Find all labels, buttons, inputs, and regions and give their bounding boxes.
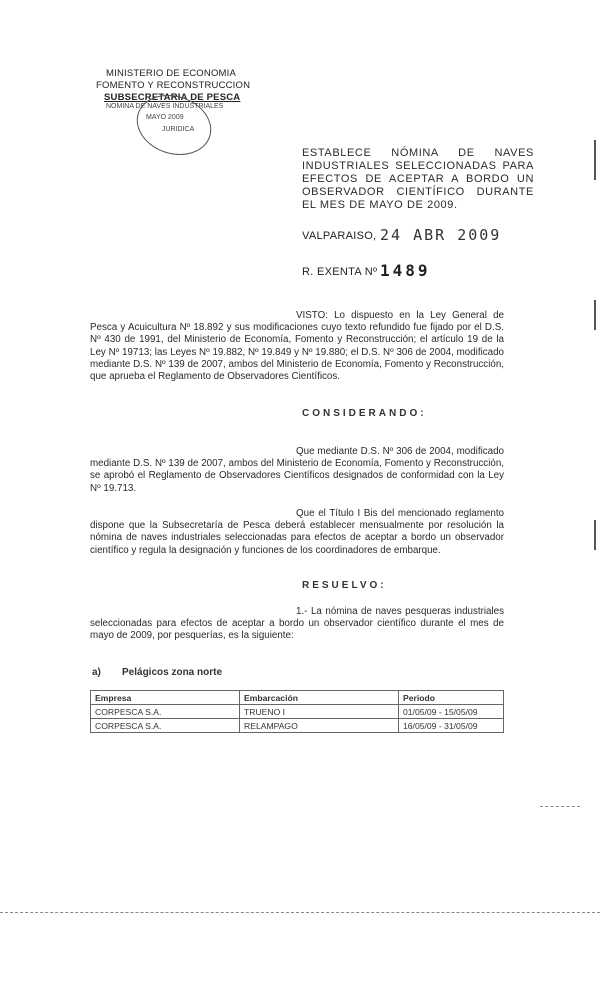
- section-a-title: Pelágicos zona norte: [122, 667, 223, 678]
- table-row: [91, 705, 504, 719]
- considerando-p1-rest: mediante D.S. Nº 139 de 2007, ambos del Ministerio de Economía, Fomento y Reconstrucción, se aprobó el Reglamento de Observadores Científicos designados de conformidad con la Ley Nº 19.713.: [90, 458, 504, 494]
- resuelvo-heading: RESUELVO:: [302, 580, 387, 591]
- cell-empresa: CORPESCA S.A.: [91, 719, 240, 733]
- subsecretaria-title: SUBSECRETARIA DE PESCA: [104, 92, 241, 103]
- table-header-row: [91, 691, 504, 705]
- scan-edge-mark: [594, 520, 596, 550]
- considerando-paragraph-2: [90, 508, 504, 557]
- stamp-line-1: NOMINA DE NAVES INDUSTRIALES: [106, 103, 224, 110]
- cell-embarcacion: TRUENO I: [240, 705, 399, 719]
- considerando-paragraph-1: [90, 446, 504, 495]
- resolution-label: R. EXENTA Nº: [302, 266, 378, 278]
- cell-periodo: 01/05/09 - 15/05/09: [399, 705, 504, 719]
- considerando-p1-first: Que mediante D.S. Nº 306 de 2004, modificado: [296, 446, 504, 457]
- visto-rest: y Acuicultura Nº 18.892 y sus modificaciones cuyo texto refundido fue fijado por el D.S. Nº 430 de 1991, del Ministerio de Economía, Fomento y Reconstrucción; el artículo 19 de la Ley Nº 19713; las Leyes Nº 19.882, Nº 19.849 y Nº 19.880; el D.S. Nº 306 de 2004, modificado mediante D.S. Nº 139 de 2007, ambos del Ministerio de Economía, Fomento y Reconstrucción, que aprueba el Reglamento de Observadores Científicos.: [90, 322, 504, 383]
- scan-mark: [540, 806, 580, 807]
- ministry-line-2: FOMENTO Y RECONSTRUCCION: [96, 80, 251, 91]
- resuelvo-p1-rest: seleccionadas para efectos de aceptar a bordo un observador científico durante el mes de mayo de 2009, por pesquerías, es la siguiente:: [90, 618, 504, 642]
- visto-paragraph: [90, 310, 504, 383]
- resolution-title: ESTABLECE NÓMINA DE NAVES INDUSTRIALES SELECCIONADAS PARA EFECTOS DE ACEPTAR A BORDO UN OBSERVADOR CIENTÍFICO DURANTE EL MES DE MAYO DE 2009.: [302, 147, 534, 211]
- scan-edge-mark: [594, 140, 596, 180]
- cell-embarcacion: RELAMPAGO: [240, 719, 399, 733]
- resuelvo-paragraph-1: [90, 606, 504, 643]
- resuelvo-p1-first: 1.- La nómina de naves pesqueras industriales: [296, 606, 504, 617]
- scan-fold-line: [0, 912, 600, 913]
- cell-periodo: 16/05/09 - 31/05/09: [399, 719, 504, 733]
- column-header-periodo: Periodo: [399, 691, 504, 705]
- section-a-heading: [92, 667, 222, 678]
- stamp-line-2: MAYO 2009: [146, 114, 184, 121]
- stamped-date: 24 ABR 2009: [380, 226, 502, 244]
- ministry-line-1: MINISTERIO DE ECONOMIA: [106, 68, 237, 79]
- visto-first: VISTO: Lo dispuesto en la Ley General de Pesca: [90, 310, 504, 334]
- place-label: VALPARAISO,: [302, 230, 377, 242]
- considerando-p2-first: Que el Título I Bis del mencionado reglamento: [296, 508, 504, 519]
- considerando-heading: CONSIDERANDO:: [302, 408, 427, 419]
- resolution-number: 1489: [380, 261, 431, 280]
- considerando-p2-rest: dispone que la Subsecretaría de Pesca deberá establecer mensualmente por resolución la nómina de naves industriales seleccionadas para efectos de aceptar a bordo un observador científico y regula la designación y funciones de los coordinadores de embarque.: [90, 520, 504, 556]
- vessels-table: [90, 690, 504, 733]
- cell-empresa: CORPESCA S.A.: [91, 705, 240, 719]
- stamp-line-3: JURIDICA: [162, 126, 195, 133]
- scan-edge-mark: [594, 300, 596, 330]
- column-header-empresa: Empresa: [91, 691, 240, 705]
- table-row: [91, 719, 504, 733]
- section-a-label: a): [92, 667, 101, 678]
- column-header-embarcacion: Embarcación: [240, 691, 399, 705]
